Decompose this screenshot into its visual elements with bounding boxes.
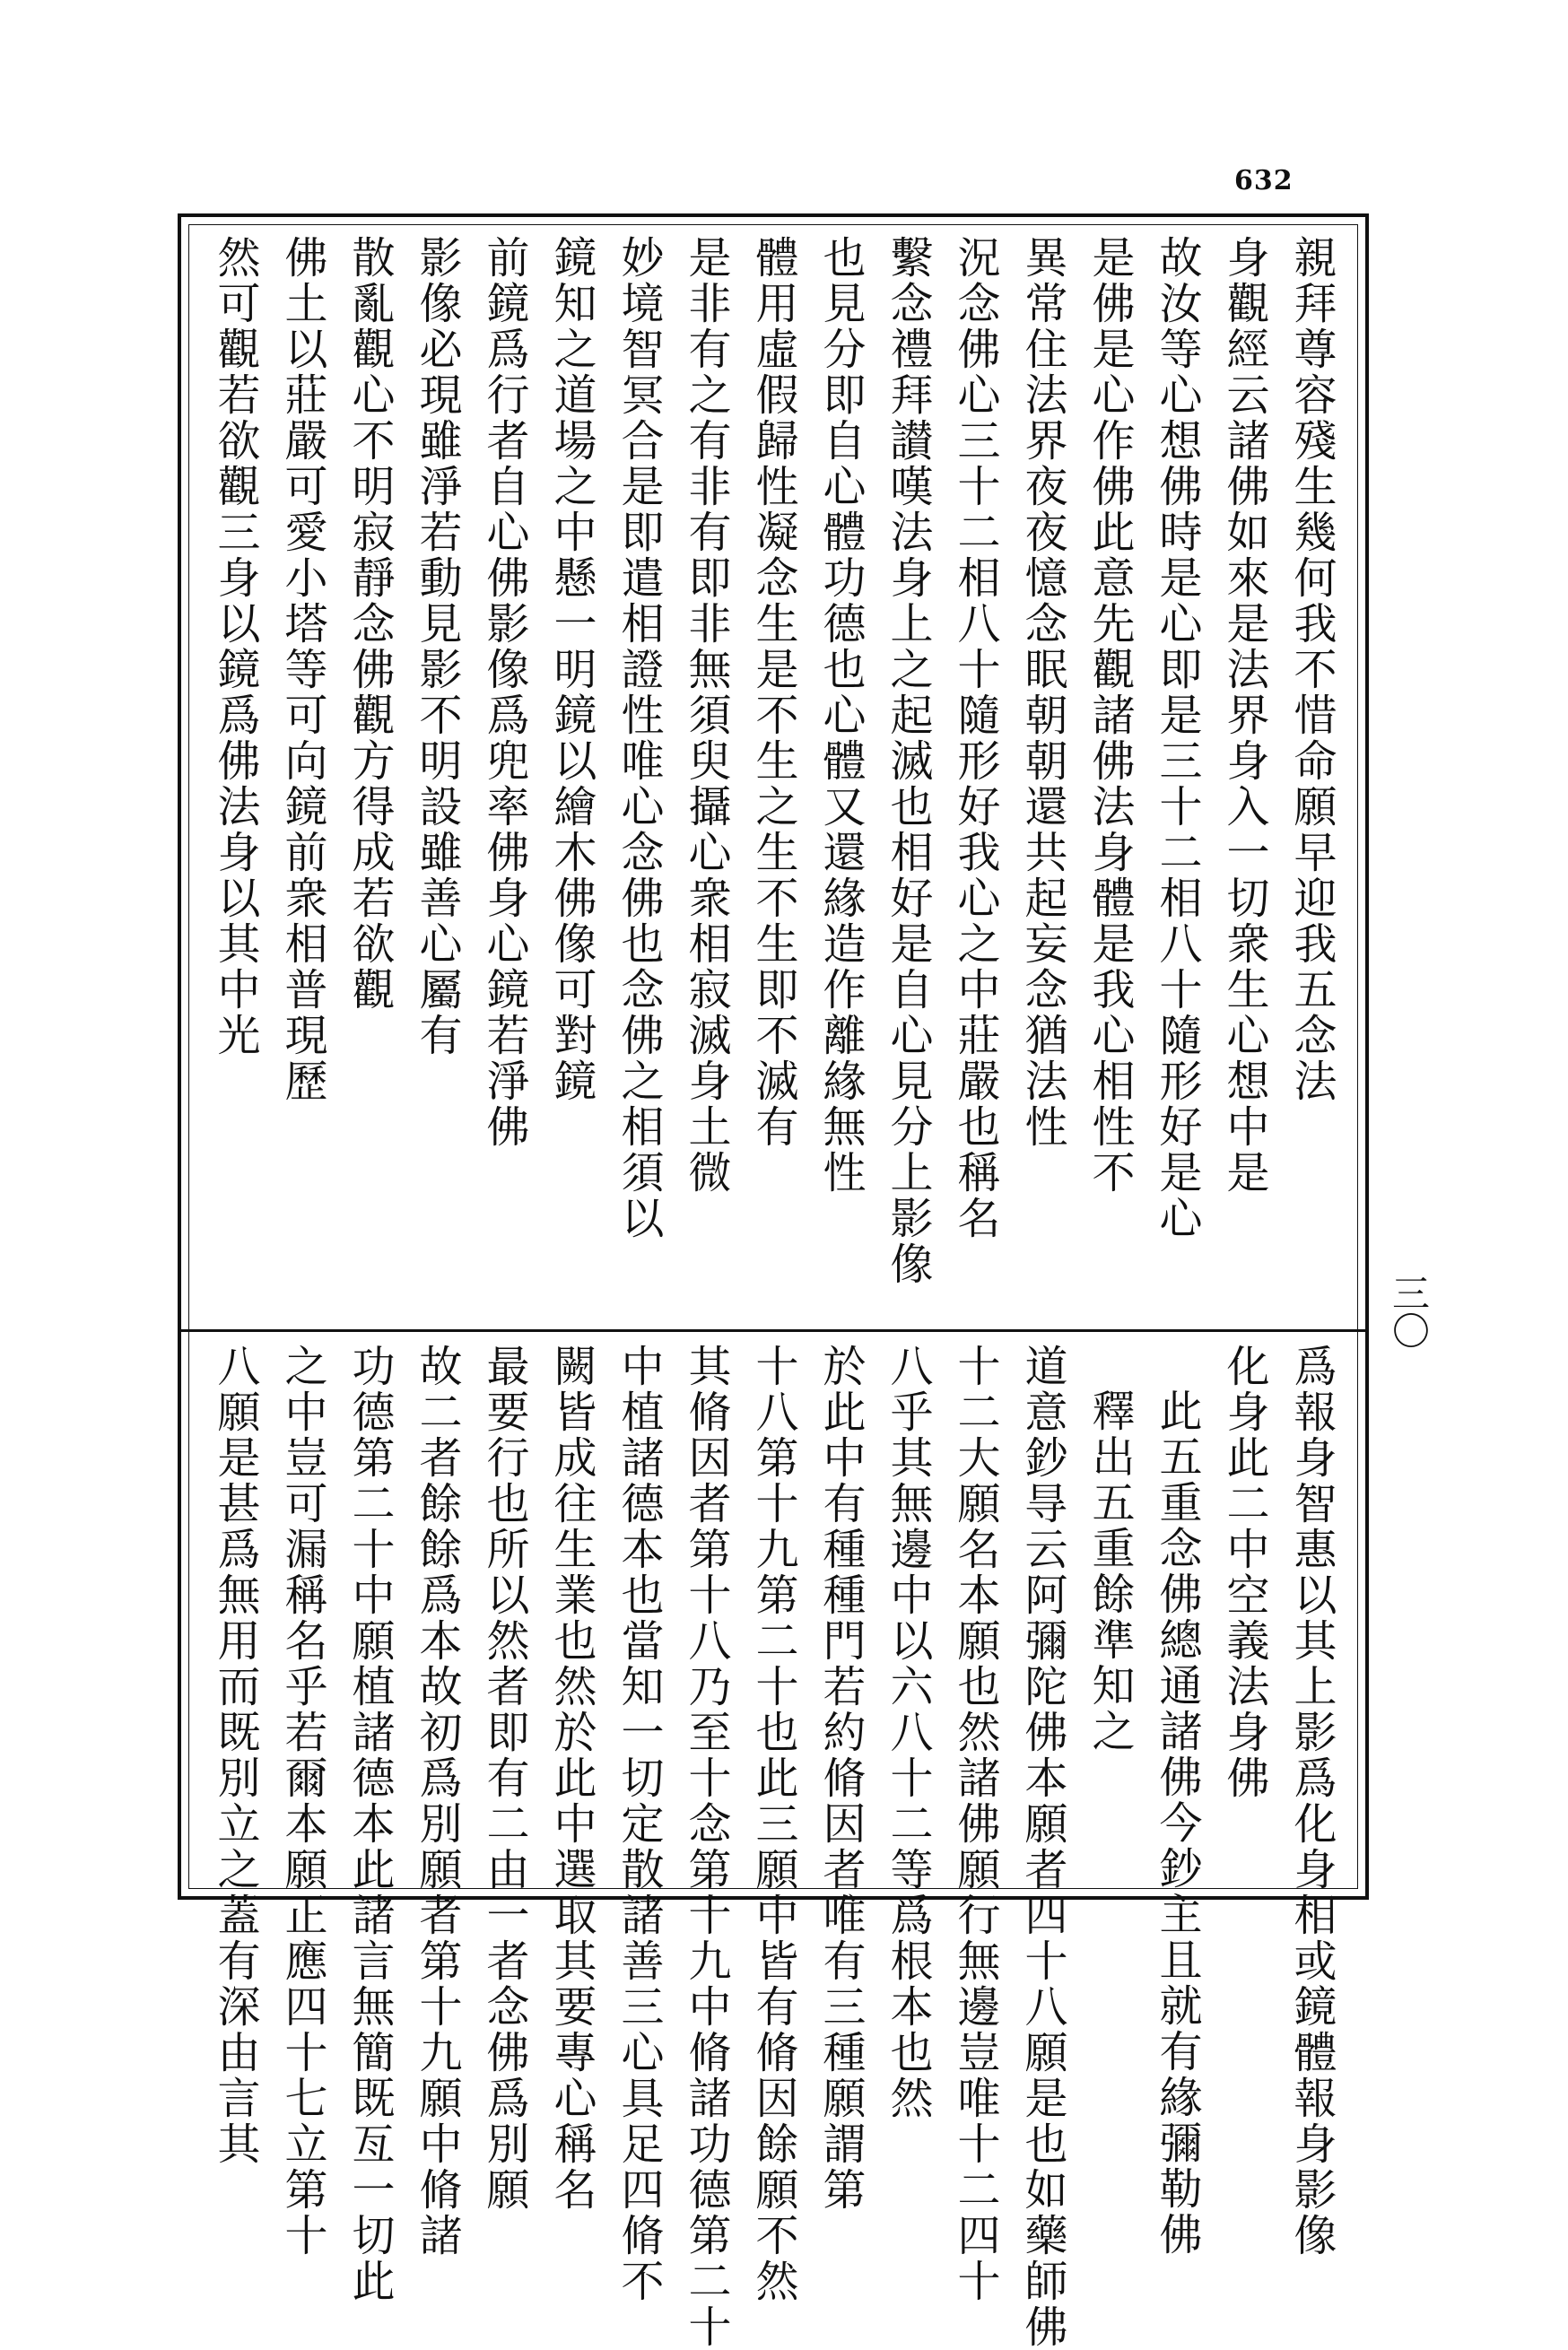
upper-column: 散亂觀心不明寂靜念佛觀方得成若欲觀 [344,235,395,1013]
lower-column: 釋出五重餘準知之 [1085,1388,1135,1754]
lower-column: 之中豈可漏稱名乎若爾本願正應四十七立第十 [277,1344,327,2259]
upper-column: 然可觀若欲觀三身以鏡爲佛法身以其中光 [210,235,260,1058]
lower-column: 功德第二十中願植諸德本此諸言無簡既亙一切此 [344,1344,395,2304]
side-page-number: 三〇 [1387,1274,1431,1349]
upper-column: 影像必現雖淨若動見影不明設雖善心屬有 [412,235,462,1058]
lower-column: 於此中有種種門若約脩因者唯有三種願謂第 [815,1344,866,2213]
lower-column: 八願是甚爲無用而既別立之蓋有深由言其 [210,1344,260,2167]
section-divider [181,1329,1365,1332]
upper-column: 鏡知之道場之中懸一明鏡以繪木佛像可對鏡 [546,235,597,1104]
lower-column: 道意鈔㝵云阿彌陀佛本願者四十八願是也如藥師佛 [1017,1344,1067,2350]
upper-column: 況念佛心三十二相八十隨形好我心之中莊嚴也稱名 [950,235,1000,1241]
lower-column: 八乎其無邊中以六八十二等爲根本也然 [883,1344,933,2121]
lower-column: 其脩因者第十八乃至十念第十九中脩諸功德第二十 [681,1344,731,2350]
lower-column: 爲報身智惠以其上影爲化身相或鏡體報身影像 [1286,1344,1337,2259]
upper-column: 異常住法界夜夜憶念眠朝朝還共起妄念猶法性 [1017,235,1067,1150]
upper-column: 繫念禮拜讃嘆法身上之起滅也相好是自心見分上影像 [883,235,933,1287]
upper-column: 親拜尊容殘生幾何我不惜命願早迎我五念法 [1286,235,1337,1104]
upper-column: 佛土以莊嚴可愛小塔等可向鏡前衆相普現歷 [277,235,327,1104]
lower-column: 最要行也所以然者即有二由一者念佛爲別願 [479,1344,529,2213]
upper-column: 是非有之有非有即非無須臾攝心衆相寂滅身土微 [681,235,731,1196]
upper-column: 前鏡爲行者自心佛影像爲兜率佛身心鏡若淨佛 [479,235,529,1150]
upper-column: 也見分即自心體功德也心體又還緣造作離緣無性 [815,235,866,1196]
lower-column: 化身此二中空義法身佛 [1219,1344,1269,1801]
lower-column: 此五重念佛總通諸佛今鈔主且就有緣彌勒佛 [1152,1388,1202,2258]
lower-column: 十八第十九第二十也此三願中皆有脩因餘願不然 [748,1344,798,2304]
upper-column: 是佛是心作佛此意先觀諸佛法身體是我心相性不 [1085,235,1135,1196]
lower-column: 故二者餘餘爲本故初爲別願者第十九願中脩諸 [412,1344,462,2259]
upper-column: 妙境智冥合是即遣相證性唯心念佛也念佛之相須以 [614,235,664,1241]
page-number: 632 [1234,165,1294,196]
upper-column: 故汝等心想佛時是心即是三十二相八十隨形好是心 [1152,235,1202,1241]
upper-column: 體用虛假歸性凝念生是不生之生不生即不滅有 [748,235,798,1150]
lower-column: 十二大願名本願也然諸佛願行無邊豈唯十二四十 [950,1344,1000,2304]
lower-column: 中植諸德本也當知一切定散諸善三心具足四脩不 [614,1344,664,2304]
lower-column: 闕皆成往生業也然於此中選取其要專心稱名 [546,1344,597,2213]
upper-column: 身觀經云諸佛如來是法界身入一切衆生心想中是 [1219,235,1269,1196]
